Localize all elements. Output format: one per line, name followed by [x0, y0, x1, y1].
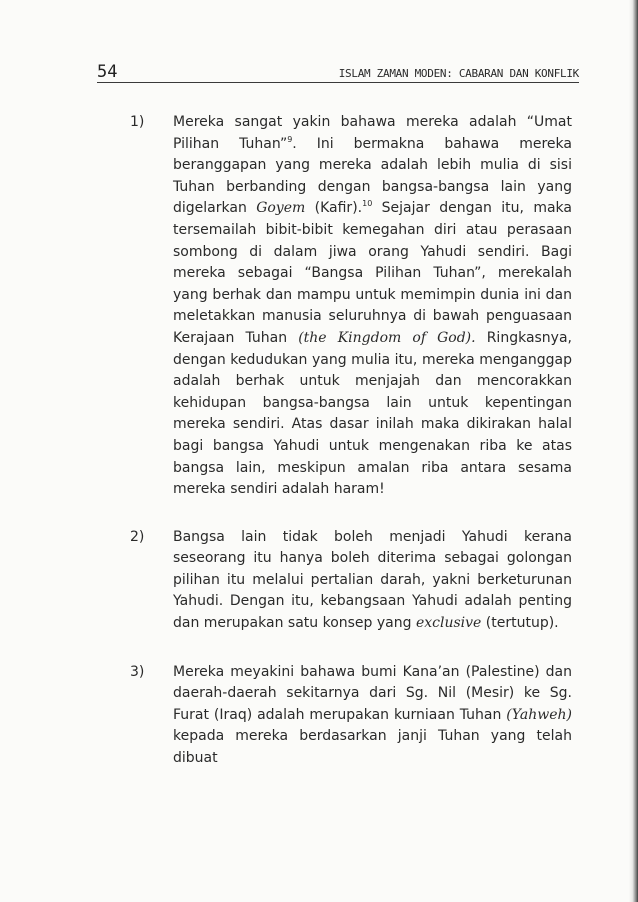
list-item	[130, 662, 572, 770]
list-item-text: Mereka sangat yakin bahawa mereka adalah “Umat Pilihan Tuhan”$^9$. Ini bermakna bahawa mereka beranggapan yang mereka adalah lebih mulia di sisi Tuhan berbanding dengan bangsa-bangsa lain yang digelarkan Goyem (Kafir).$^{10}$ Sejajar dengan itu, maka tersemailah bibit-bibit kemegahan diri atau perasaan sombong di dalam jiwa orang Yahudi sendiri. Bagi mereka sebagai “Bangsa Pilihan Tuhan”, merekalah yang berhak dan mampu untuk memimpin dunia ini dan meletakkan manusia seluruhnya di bawah penguasaan Kerajaan Tuhan (the Kingdom of God). Ringkasnya, dengan kedudukan yang mulia itu, mereka menganggap adalah berhak untuk menjajah dan mencorakkan kehidupan bangsa-bangsa lain untuk kepentingan mereka sendiri. Atas dasar inilah maka dikirakan halal bagi bangsa Yahudi untuk mengenakan riba ke atas bangsa lain, meskipun amalan riba antara sesama mereka sendiri adalah haram!	[173, 114, 572, 498]
page-edge-shadow	[629, 0, 638, 902]
list-item-text: Mereka meyakini bahawa bumi Kana’an (Palestine) dan daerah-daerah sekitarnya dari Sg. Nil (Mesir) ke Sg. Furat (Iraq) adalah merupakan kurniaan Tuhan (Yahweh) kepada mereka berdasarkan janji Tuhan yang telah dibuat	[173, 663, 572, 767]
footnote-ref: 9	[287, 134, 293, 144]
list-item	[130, 527, 572, 635]
italic-term: (the Kingdom of God).	[298, 329, 476, 346]
italic-term: (Yahweh)	[506, 706, 572, 723]
footnote-ref: 10	[362, 199, 373, 209]
list-item-text: Bangsa lain tidak boleh menjadi Yahudi kerana seseorang itu hanya boleh diterima sebagai golongan pilihan itu melalui pertalian darah, yakni berketurunan Yahudi. Dengan itu, kebangsaan Yahudi adalah penting dan merupakan satu konsep yang exclusive (tertutup).	[173, 528, 572, 632]
page-number: 54	[97, 62, 118, 82]
running-title: ISLAM ZAMAN MODEN: CABARAN DAN KONFLIK	[338, 67, 579, 80]
list-marker: 2)	[130, 528, 145, 545]
list-item	[130, 112, 572, 501]
running-header	[97, 62, 579, 83]
list-marker: 1)	[130, 114, 145, 130]
list-marker: 3)	[130, 663, 145, 680]
italic-term: exclusive	[415, 615, 482, 632]
italic-term: Goyem	[256, 200, 306, 217]
numbered-list	[130, 112, 572, 770]
